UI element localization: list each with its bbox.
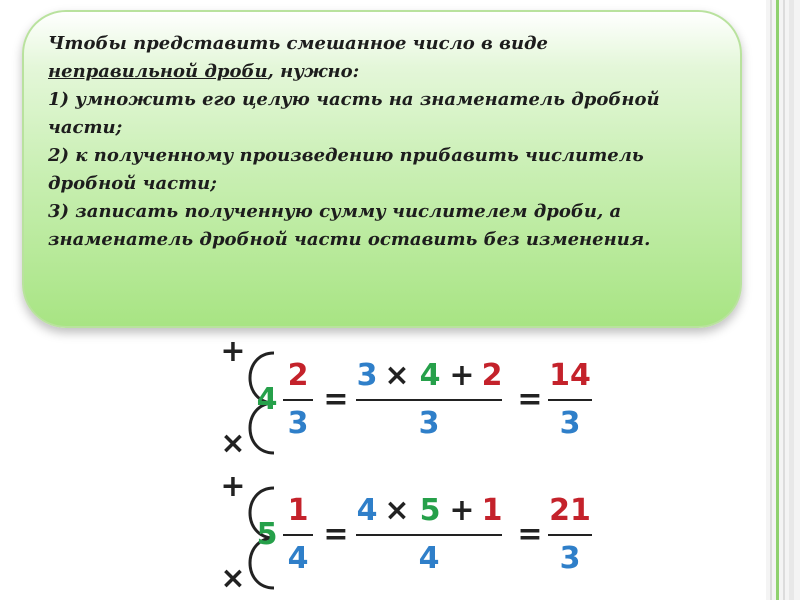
result-denominator: 3 <box>559 406 581 441</box>
rule-intro <box>48 30 720 86</box>
example-1 <box>0 335 800 465</box>
rule-step-2: 2) к полученному произведению прибавить числитель дробной части; <box>48 145 644 194</box>
plus-sign: + <box>220 469 246 504</box>
equals-sign: = <box>323 382 349 417</box>
result-denominator: 3 <box>559 541 581 576</box>
numerator: 1 <box>287 493 309 528</box>
equals-sign: = <box>323 517 349 552</box>
example-2 <box>0 470 800 600</box>
expr-times-sign: × <box>384 493 410 528</box>
numerator: 2 <box>287 358 309 393</box>
fraction-bar <box>548 534 592 536</box>
expr-whole-factor: 5 <box>419 493 441 528</box>
whole-part: 5 <box>256 517 278 552</box>
fraction-bar <box>356 399 502 401</box>
fraction-bar <box>283 399 313 401</box>
fraction-bar <box>548 399 592 401</box>
expr-denominator: 3 <box>418 406 440 441</box>
rule-step-1: 1) умножить его целую часть на знаменатель дробной части; <box>48 89 660 138</box>
expr-numerator: 1 <box>481 493 503 528</box>
fraction-bar <box>356 534 502 536</box>
whole-part: 4 <box>256 382 278 417</box>
rule-box <box>22 10 742 328</box>
expr-times-sign: × <box>384 358 410 393</box>
denominator: 4 <box>287 541 309 576</box>
expr-numerator: 2 <box>481 358 503 393</box>
expr-denominator-factor: 3 <box>356 358 378 393</box>
expr-denominator: 4 <box>418 541 440 576</box>
rule-term: неправильной дроби <box>48 61 268 82</box>
expr-plus-sign: + <box>449 358 475 393</box>
equals-sign: = <box>517 382 543 417</box>
expr-whole-factor: 4 <box>419 358 441 393</box>
result-numerator: 21 <box>549 493 591 528</box>
fraction-bar <box>283 534 313 536</box>
rule-intro-text: Чтобы представить смешанное число в виде <box>48 33 549 54</box>
rule-step-3: 3) записать полученную сумму числителем дроби, а знаменатель дробной части оставить без изменения. <box>48 201 651 250</box>
rule-intro-end: , нужно: <box>267 61 360 82</box>
expr-denominator-factor: 4 <box>356 493 378 528</box>
times-sign: × <box>220 561 246 596</box>
plus-sign: + <box>220 334 246 369</box>
result-numerator: 14 <box>549 358 591 393</box>
denominator: 3 <box>287 406 309 441</box>
expr-plus-sign: + <box>449 493 475 528</box>
times-sign: × <box>220 426 246 461</box>
equals-sign: = <box>517 517 543 552</box>
